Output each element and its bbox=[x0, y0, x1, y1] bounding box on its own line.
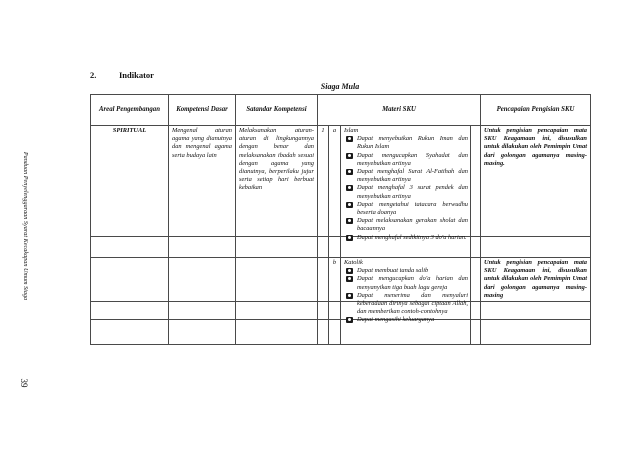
empty-cell bbox=[481, 302, 591, 320]
book-icon bbox=[346, 136, 353, 142]
kompetensi-cell: Mengenal aturan agama yang dianutnya dan mengenal agama serta budaya lain bbox=[169, 126, 236, 237]
table-row bbox=[91, 302, 591, 320]
list-item-text: Dapat menghafal sedikitnya 3 do'a harian. bbox=[357, 233, 467, 241]
list-item-text: Dapat menerima dan menyaluri keberadaan dirinya sebagai ciptaan Allah, dan memberikan contoh-contohnya bbox=[357, 291, 468, 316]
list-item-text: Dapat menghafal 3 surat pendek dan menyebutkan artinya bbox=[357, 184, 468, 200]
running-title: Panduan Penyelenggaraan Syarat Kecakapan Umum Siaga bbox=[22, 151, 29, 301]
section-heading bbox=[90, 70, 154, 80]
table-caption: Siaga Mula bbox=[320, 82, 360, 91]
standar-cell: Melaksanakan aturan-aturan di lingkungannya dengan benar dan melaksanakan ibadah sesuai dengan agama yang dianutnya, berperilaku jujur serta setiap hari berbuat kebaikan bbox=[236, 126, 318, 237]
list-item bbox=[344, 316, 468, 324]
header-pencapaian: Pencapaian Pengisian SKU bbox=[481, 95, 591, 126]
sku-table bbox=[90, 94, 591, 345]
section-title: Indikator bbox=[119, 70, 154, 80]
empty-cell bbox=[471, 320, 481, 345]
header-standar: Satandar Kompetensi bbox=[236, 95, 318, 126]
letter-b-cell: b bbox=[329, 258, 341, 302]
spacer-cell bbox=[471, 258, 481, 302]
materi-islam-title: Islam bbox=[344, 127, 359, 134]
list-item bbox=[344, 152, 468, 168]
book-icon bbox=[346, 185, 353, 191]
empty-cell bbox=[481, 237, 591, 258]
book-icon bbox=[346, 276, 353, 282]
list-item bbox=[344, 217, 468, 233]
islam-list bbox=[344, 135, 468, 242]
empty-cell bbox=[236, 320, 318, 345]
materi-katolik bbox=[344, 259, 468, 325]
table-header-row bbox=[91, 95, 591, 126]
list-item-text: Dapat menyebutkan Rukun Iman dan Rukun Islam bbox=[357, 135, 468, 151]
page-number: 39 bbox=[19, 378, 29, 388]
empty-cell bbox=[91, 237, 169, 258]
header-kompetensi: Kompetensi Dasar bbox=[169, 95, 236, 126]
materi-katolik-title: Katolik bbox=[344, 259, 363, 266]
table-row bbox=[91, 237, 591, 258]
list-item-text: Dapat menghafal Surat Al-Fatihah dan menyebutkan artinya bbox=[357, 168, 468, 184]
book-icon bbox=[346, 218, 353, 224]
materi-katolik-cell bbox=[341, 258, 471, 324]
table-row bbox=[91, 320, 591, 345]
empty-cell bbox=[318, 258, 329, 302]
spacer-cell bbox=[471, 126, 481, 237]
book-icon bbox=[346, 293, 353, 299]
list-item bbox=[344, 135, 468, 151]
list-item-text: Dapat melaksanakan gerakan sholat dan bacaannya bbox=[357, 217, 468, 233]
pencapaian-islam-cell: Untuk pengisian pencapaian mata SKU Keagamaan ini, disusulkan untuk dilakukan oleh Pemimpin Umat dari golongan agamanya masing-masing. bbox=[481, 126, 591, 237]
list-item-text: Dapat membuat tanda salib bbox=[357, 267, 429, 275]
header-areal: Areal Pengembangan bbox=[91, 95, 169, 126]
book-icon bbox=[346, 317, 353, 323]
book-icon bbox=[346, 202, 353, 208]
katolik-list bbox=[344, 267, 468, 324]
empty-cell bbox=[91, 302, 169, 320]
book-icon bbox=[346, 235, 353, 241]
empty-cell bbox=[329, 302, 341, 320]
empty-cell bbox=[236, 237, 318, 258]
list-item bbox=[344, 292, 468, 317]
list-item bbox=[344, 168, 468, 184]
list-item-text: Dapat mengucapkan Syahadat dan menyebutkan artinya bbox=[357, 151, 468, 167]
empty-cell bbox=[236, 258, 318, 302]
table-row bbox=[91, 126, 591, 237]
empty-cell bbox=[318, 320, 329, 345]
empty-cell bbox=[91, 320, 169, 345]
book-icon bbox=[346, 153, 353, 159]
header-materi: Materi SKU bbox=[318, 95, 481, 126]
empty-cell bbox=[318, 302, 329, 320]
empty-cell bbox=[471, 237, 481, 258]
book-icon bbox=[346, 169, 353, 175]
list-item bbox=[344, 234, 468, 242]
empty-cell bbox=[236, 302, 318, 320]
list-item-text: Dapat mengetahui tatacara berwudhu beserta doanya bbox=[357, 200, 468, 217]
list-item-text: Dapat mengasihi keluarganya bbox=[357, 316, 435, 324]
book-icon bbox=[346, 268, 353, 274]
empty-cell bbox=[169, 258, 236, 302]
empty-cell bbox=[329, 237, 341, 258]
number-cell: 1 bbox=[318, 126, 329, 237]
empty-cell bbox=[169, 237, 236, 258]
empty-cell bbox=[471, 302, 481, 320]
section-number: 2. bbox=[90, 70, 97, 80]
list-item bbox=[344, 267, 468, 275]
materi-islam bbox=[344, 127, 468, 242]
empty-cell bbox=[481, 320, 591, 345]
pencapaian-katolik-cell: Untuk pengisian pencapaian mata SKU Keagamaan ini, disusulkan untuk dilakukan oleh Pemimpin Umat dari golongan agamanya masing-masing bbox=[481, 258, 591, 302]
empty-cell bbox=[318, 237, 329, 258]
list-item bbox=[344, 201, 468, 217]
letter-a-cell: a bbox=[329, 126, 341, 237]
list-item-text: Dapat mengucapkan do'a harian dan menyanyikan tiga buah lagu gereja bbox=[357, 275, 468, 291]
list-item bbox=[344, 275, 468, 291]
empty-cell bbox=[91, 258, 169, 302]
materi-islam-cell bbox=[341, 126, 471, 241]
empty-cell bbox=[329, 320, 341, 345]
table-row bbox=[91, 258, 591, 302]
empty-cell bbox=[169, 302, 236, 320]
empty-cell bbox=[169, 320, 236, 345]
list-item bbox=[344, 184, 468, 200]
areal-cell: SPIRITUAL bbox=[91, 126, 169, 237]
